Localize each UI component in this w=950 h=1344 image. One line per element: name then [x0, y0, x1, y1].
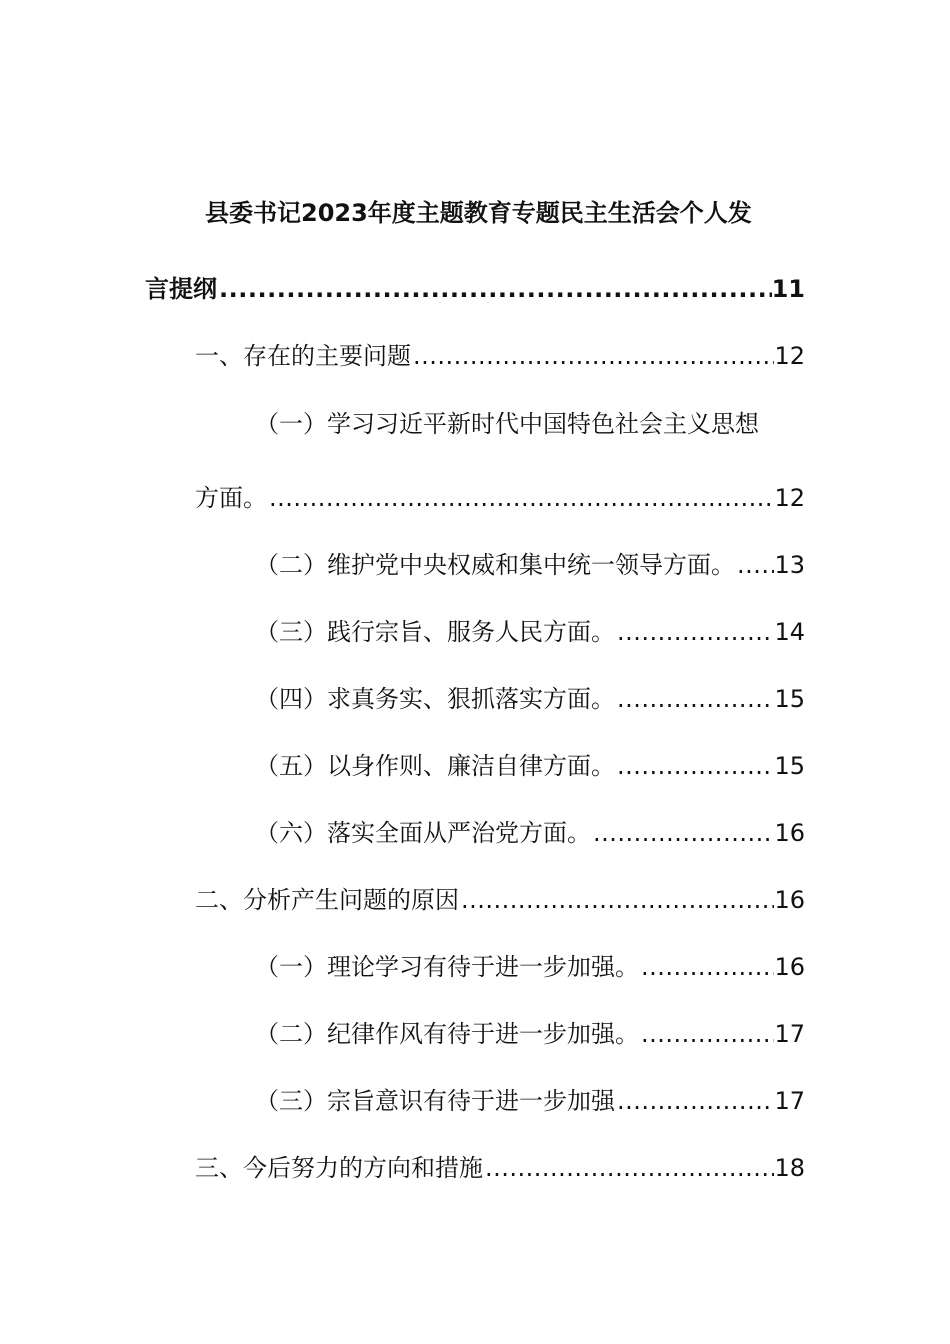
toc-entry[interactable]	[255, 818, 805, 848]
toc-entry-text: （二）纪律作风有待于进一步加强。	[255, 1020, 639, 1048]
toc-entry[interactable]	[255, 684, 805, 714]
toc-page-number: 12	[774, 342, 805, 370]
toc-title-text-cont: 言提纲	[145, 275, 217, 303]
toc-entry-text: （一）理论学习有待于进一步加强。	[255, 953, 639, 981]
dot-leader	[615, 751, 774, 781]
dot-leader	[591, 818, 774, 848]
toc-title-text: 县委书记2023年度主题教育专题民主生活会个人发	[205, 199, 752, 227]
dot-leader	[267, 483, 774, 513]
toc-entry-text: 三、今后努力的方向和措施	[195, 1154, 483, 1182]
dot-leader	[639, 952, 774, 982]
dot-leader	[735, 550, 774, 580]
toc-page-number: 16	[774, 819, 805, 847]
toc-entry-text: 一、存在的主要问题	[195, 342, 411, 370]
toc-entry[interactable]	[195, 341, 805, 371]
toc-entry-text: （三）宗旨意识有待于进一步加强	[255, 1087, 615, 1115]
toc-entry-text: （五）以身作则、廉洁自律方面。	[255, 752, 615, 780]
toc-entry-text: （四）求真务实、狠抓落实方面。	[255, 685, 615, 713]
toc-entry[interactable]	[255, 751, 805, 781]
toc-page-number: 16	[774, 886, 805, 914]
toc-page-number: 14	[774, 618, 805, 646]
dot-leader	[483, 1153, 774, 1183]
toc-entry[interactable]	[195, 885, 805, 915]
toc-entry[interactable]	[255, 1086, 805, 1116]
toc-entry-text: （六）落实全面从严治党方面。	[255, 819, 591, 847]
toc-page-number: 16	[774, 953, 805, 981]
toc-entry-line2[interactable]	[195, 483, 805, 513]
dot-leader	[411, 341, 774, 371]
toc-page-number: 17	[774, 1087, 805, 1115]
toc-title-line2[interactable]	[145, 274, 805, 304]
toc-entry-line1[interactable]	[255, 409, 805, 439]
toc-page-number: 15	[774, 752, 805, 780]
toc-entry-text: 二、分析产生问题的原因	[195, 886, 459, 914]
toc-page-number: 12	[774, 484, 805, 512]
dot-leader	[639, 1019, 774, 1049]
toc-title-line1[interactable]	[205, 198, 805, 228]
dot-leader	[615, 684, 774, 714]
toc-entry[interactable]	[255, 617, 805, 647]
toc-entry-text: （三）践行宗旨、服务人民方面。	[255, 618, 615, 646]
toc-entry[interactable]	[255, 550, 805, 580]
toc-entry-text: （一）学习习近平新时代中国特色社会主义思想	[255, 410, 759, 438]
dot-leader	[217, 274, 772, 304]
toc-entry-text: （二）维护党中央权威和集中统一领导方面。	[255, 551, 735, 579]
toc-entry-text-cont: 方面。	[195, 484, 267, 512]
dot-leader	[459, 885, 774, 915]
dot-leader	[615, 617, 774, 647]
toc-page-number: 17	[774, 1020, 805, 1048]
toc-page-number: 15	[774, 685, 805, 713]
toc-entry[interactable]	[195, 1153, 805, 1183]
toc-page-number: 18	[774, 1154, 805, 1182]
toc-page-number: 11	[771, 275, 805, 303]
dot-leader	[615, 1086, 774, 1116]
toc-entry[interactable]	[255, 1019, 805, 1049]
toc-entry[interactable]	[255, 952, 805, 982]
toc-page-number: 13	[774, 551, 805, 579]
